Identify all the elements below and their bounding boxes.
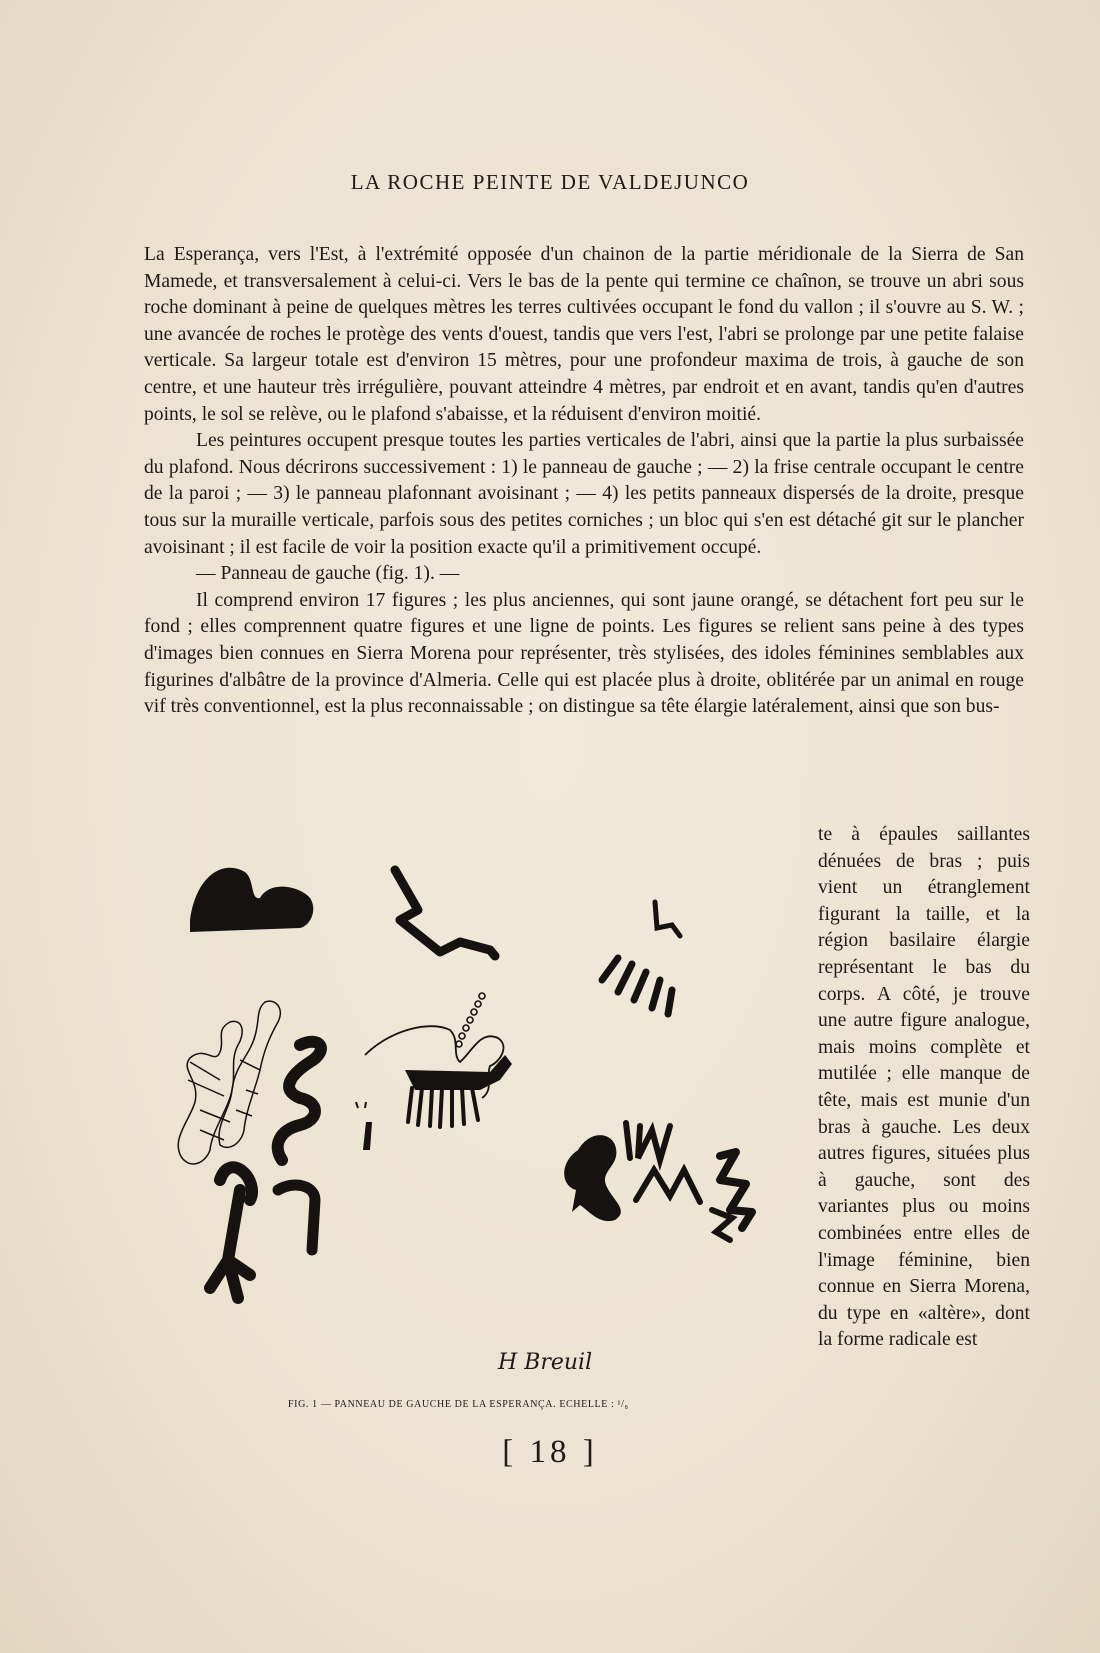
painting-figure-m-strokes-bottom bbox=[636, 1170, 700, 1202]
painting-figure-blob bbox=[190, 868, 313, 932]
paragraph-3: Il comprend environ 17 figures ; les plus anciennes, qui sont jaune orangé, se détachent fort peu sur le fond ; elles comprennent quatre figures et une ligne de points. Les figures se relient sans peine à des types d'images bien connues en Sierra Morena pour représenter, très stylisées, des idoles féminines semblables aux figurines d'albâtre de la province d'Almeria. Celle qui est placée plus à droite, oblitérée par un animal en rouge vif très conventionnel, est la plus reconnaissable ; on distingue sa tête élargie latéralement, ainsi que son bus- bbox=[144, 589, 1024, 718]
page-number: [ 18 ] bbox=[502, 1434, 598, 1470]
painting-figure-left-squiggle bbox=[278, 1042, 321, 1160]
painting-figure-small-hook bbox=[655, 902, 680, 936]
painting-figure-zigzag bbox=[395, 870, 495, 956]
figure-caption: FIG. 1 — PANNEAU DE GAUCHE DE LA ESPERANÇA. ECHELLE : ¹/₈ bbox=[288, 1399, 629, 1410]
running-title: LA ROCHE PEINTE DE VALDEJUNCO bbox=[350, 170, 750, 194]
painting-figure-small-blob bbox=[363, 1122, 372, 1150]
paragraph-1: La Esperança, vers l'Est, à l'extrémité opposée d'un chainon de la partie méridionale de la Sierra de San Mamede, et transversalement à celui-ci. Vers le bas de la pente qui termine ce chaînon, se trouve un abri sous roche dominant à peine de quelques mètres les terres cultivées occupant le fond du vallon ; il s'ouvre au S. W. ; une avancée de roches le protège des vents d'ouest, tandis que vers l'est, l'abri se prolonge par une petite falaise verticale. Sa largeur totale est d'environ 15 mètres, pour une profondeur maxima de trois, à gauche de son centre, et une hauteur très irrégulière, pouvant atteindre 4 mètres, par endroit et en avant, tandis qu'en d'autres points, le sol se relève, ou le plafond s'abaisse, et la réduisent d'environ moitié. bbox=[144, 244, 1024, 425]
paragraph-3-continued: te à épaules saillantes dénuées de bras ; puis vient un étranglement figurant la taille, et la région basilaire élargie représentant le bas du corps. A côté, je trouve une autre figure analogue, mais moins complète et mutilée ; elle manque de tête, mais est munie d'un bras à gauche. Les deux autres figures, situées plus à gauche, sont des variantes plus ou moins combinées entre elles de l'image féminine, bien connue en Sierra Morena, du type en «altère», dont la forme radicale est bbox=[818, 824, 1030, 1351]
painting-figure-hook bbox=[278, 1185, 315, 1250]
painting-figure-anchor bbox=[210, 1167, 252, 1298]
body-text-top bbox=[144, 242, 1024, 721]
painting-figure-small-marks bbox=[356, 1102, 366, 1108]
paragraph-2: Les peintures occupent presque toutes les parties verticales de l'abri, ainsi que la partie la plus surbaissée du plafond. Nous décrirons successivement : 1) le panneau de gauche ; — 2) la frise centrale occupant le centre de la paroi ; — 3) le panneau plafonnant avoisinant ; — 4) les petits panneaux dispersés de la droite, presque tous sur la muraille verticale, parfois sous des petites corniches ; un bloc qui s'en est détaché git sur le plancher avoisinant ; il est facile de voir la position exacte qu'il a primitivement occupé. bbox=[144, 430, 1024, 558]
section-heading-panneau-de-gauche: — Panneau de gauche (fig. 1). — bbox=[196, 563, 460, 585]
painting-figure-animal-legs bbox=[408, 1088, 478, 1127]
painting-figure-hatched-idols bbox=[178, 1001, 280, 1164]
painting-figure-right-small-zigzag bbox=[712, 1210, 732, 1240]
painting-figure-m-strokes-top bbox=[626, 1123, 670, 1160]
rock-painting-drawing bbox=[160, 840, 810, 1400]
painting-figure-right-blob bbox=[564, 1135, 621, 1221]
painting-figure-comb-strokes bbox=[602, 958, 672, 1014]
artist-signature: H Breuil bbox=[498, 1350, 593, 1375]
figure-1-rock-paintings bbox=[160, 840, 810, 1400]
body-text-side-column bbox=[818, 822, 1030, 1354]
